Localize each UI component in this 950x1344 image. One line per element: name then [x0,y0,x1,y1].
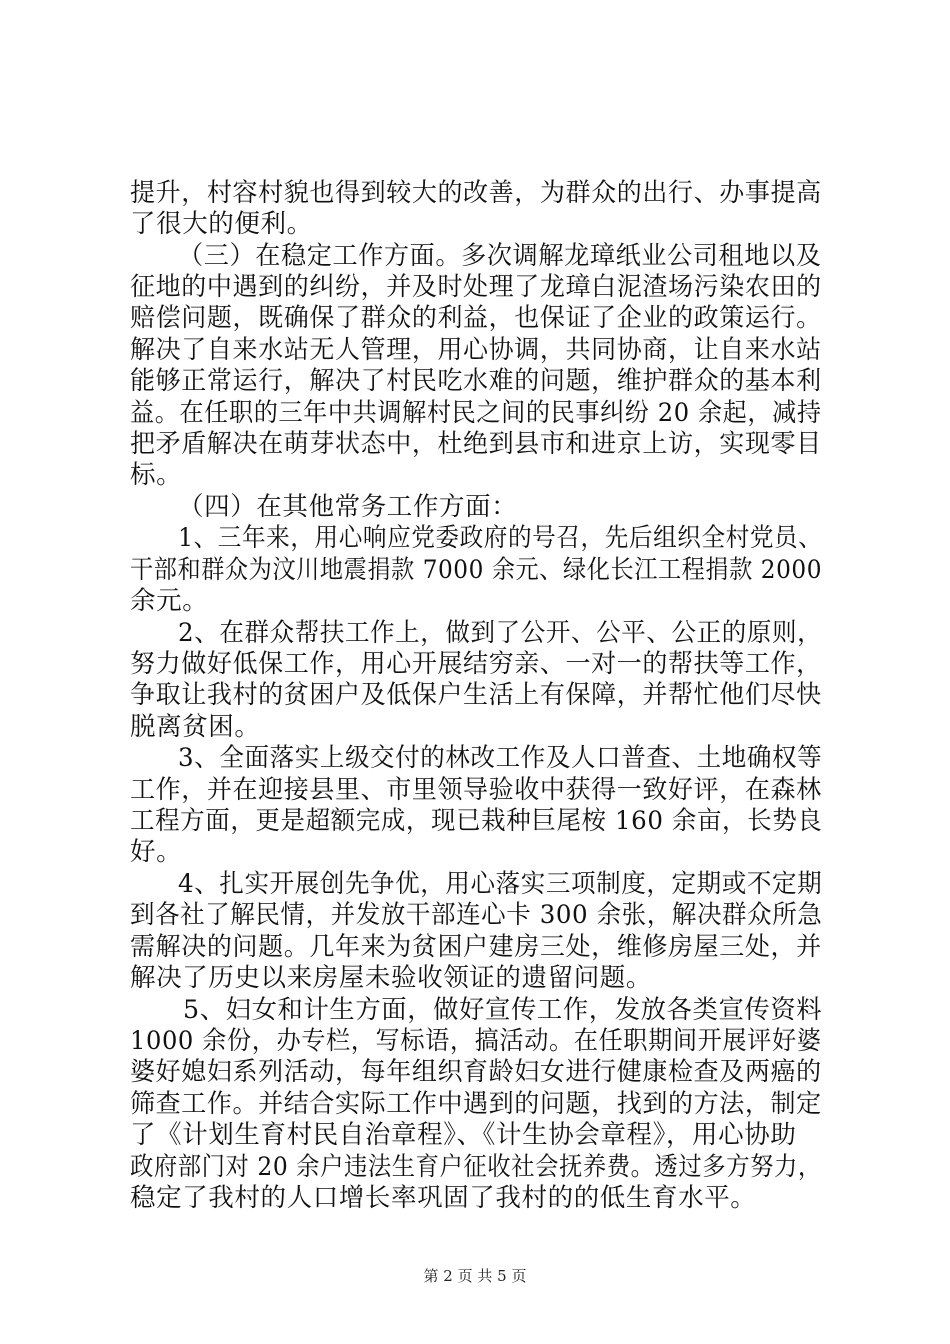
text-line: 征地的中遇到的纠纷，并及时处理了龙璋白泥渣场污染农田的 [130,272,822,302]
text-line: 解决了历史以来房屋未验收领证的遗留问题。 [130,963,653,993]
text-line: 干部和群众为汶川地震捐款 7000 余元、绿化长江工程捐款 2000 [130,555,822,585]
text-line: 益。在任职的三年中共调解村民之间的民事纠纷 20 余起，减持 [130,398,822,428]
text-line: 4、扎实开展创先争优，用心落实三项制度，定期或不定期 [178,869,823,899]
text-line: 余元。 [130,586,209,616]
text-line: 努力做好低保工作，用心开展结穷亲、一对一的帮扶等工作， [130,649,822,679]
text-line: 把矛盾解决在萌芽状态中，杜绝到县市和进京上访，实现零目 [130,429,822,459]
text-line: 工作，并在迎接县里、市里领导验收中获得一致好评，在森林 [130,775,822,805]
text-line: 了很大的便利。 [130,209,313,239]
text-line: 2、在群众帮扶工作上，做到了公开、公平、公正的原则， [178,618,823,648]
text-line: 好。 [130,837,183,867]
text-line: 1、三年来，用心响应党委政府的号召，先后组织全村党员、 [178,523,823,553]
text-line: 3、全面落实上级交付的林改工作及人口普查、土地确权等 [178,743,823,773]
text-line: 能够正常运行，解决了村民吃水难的问题，维护群众的基本利 [130,366,822,396]
text-line: 标。 [130,460,183,490]
text-line: 到各社了解民情，并发放干部连心卡 300 余张，解决群众所急 [130,900,823,930]
text-line: 赔偿问题，既确保了群众的利益，也保证了企业的政策运行。 [130,303,822,333]
text-line: 争取让我村的贫困户及低保户生活上有保障，并帮忙他们尽快 [130,680,822,710]
text-line: 稳定了我村的人口增长率巩固了我村的的低生育水平。 [130,1183,757,1213]
text-line: 5、妇女和计生方面，做好宣传工作，发放各类宣传资料 [183,995,823,1025]
text-line: （四）在其他常务工作方面： [178,492,518,522]
text-line: （三）在稳定工作方面。多次调解龙璋纸业公司租地以及 [178,241,822,271]
text-line: 提升，村容村貌也得到较大的改善，为群众的出行、办事提高 [130,178,822,208]
text-line: 需解决的问题。几年来为贫困户建房三处，维修房屋三处，并 [130,932,822,962]
text-line: 工程方面，更是超额完成，现已栽种巨尾桉 160 余亩，长势良 [130,806,823,836]
page-number-footer: 第 2 页 共 5 页 [423,1267,527,1285]
text-line: 政府部门对 20 余户违法生育户征收社会抚养费。透过多方努力， [130,1152,822,1182]
text-line: 脱离贫困。 [130,712,261,742]
text-line: 1000 余份，办专栏，写标语，搞活动。在任职期间开展评好婆 [130,1026,822,1056]
text-line: 婆好媳妇系列活动，每年组织育龄妇女进行健康检查及两癌的 [130,1057,822,1087]
text-line: 了《计划生育村民自治章程》、《计生协会章程》，用心协助 [130,1120,797,1150]
text-line: 解决了自来水站无人管理，用心协调，共同协商，让自来水站 [130,335,822,365]
text-line: 筛查工作。并结合实际工作中遇到的问题，找到的方法，制定 [130,1089,822,1119]
